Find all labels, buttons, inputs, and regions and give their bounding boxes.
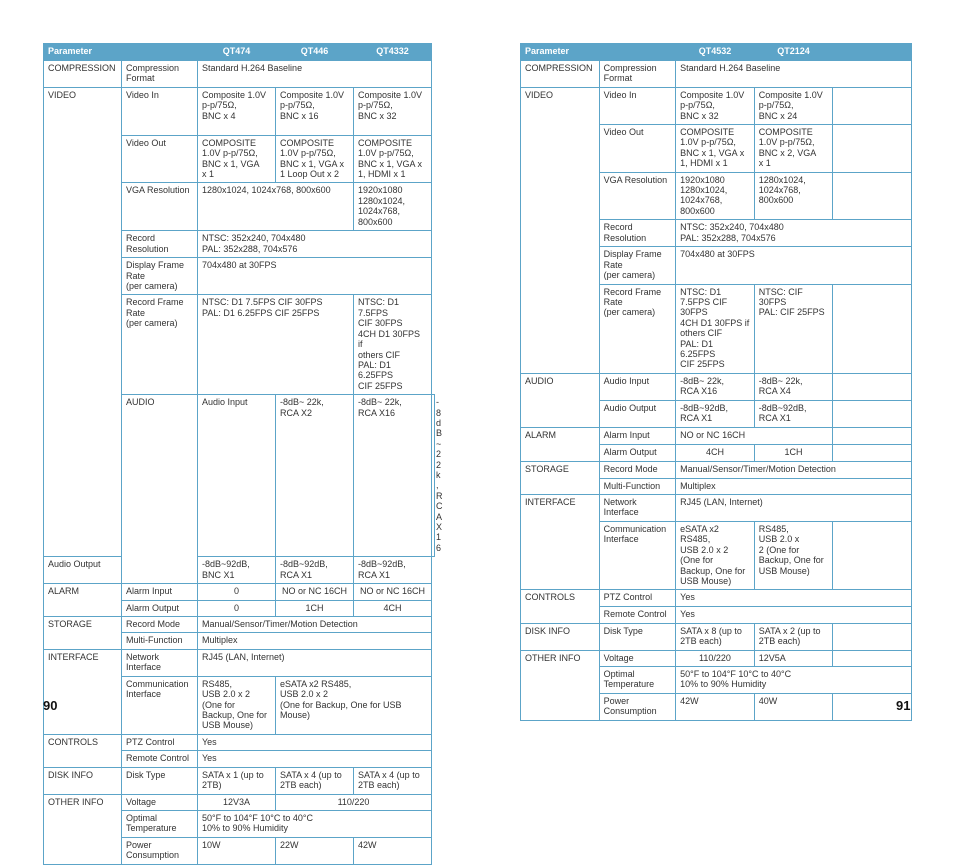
param-name: Record Resolution [599, 220, 676, 247]
table-row [521, 650, 912, 666]
header-model: QT4332 [354, 44, 432, 61]
param-value: Multiplex [198, 633, 432, 649]
param-value: COMPOSITE 1.0V p-p/75Ω, BNC x 1, VGA x 1, HDMI x 1 [354, 135, 432, 183]
param-name: Remote Control [122, 751, 198, 767]
param-name: PTZ Control [599, 590, 676, 606]
param-value: Composite 1.0V p-p/75Ω, BNC x 24 [754, 87, 833, 124]
param-value: -8dB~ 22k, RCA X16 [354, 395, 432, 557]
param-name: Multi-Function [599, 478, 676, 494]
spec-table-left [43, 43, 443, 865]
empty-cell [833, 427, 912, 444]
header-model: QT4532 [676, 44, 755, 61]
table-row [44, 557, 435, 584]
param-value: -8dB~92dB, RCA X1 [354, 557, 432, 584]
param-name: Record Frame Rate (per camera) [599, 284, 676, 373]
spec-table-right [520, 43, 912, 721]
param-value: 110/220 [676, 650, 755, 666]
param-name: Display Frame Rate (per camera) [122, 258, 198, 295]
header-empty [833, 44, 912, 61]
param-value: -8dB~ 22k, RCA X16 [432, 395, 435, 557]
param-name: Audio Input [198, 395, 276, 557]
empty-cell [833, 521, 912, 589]
param-name: Record Resolution [122, 231, 198, 258]
table-row [44, 87, 435, 135]
param-value: SATA x 4 (up to 2TB each) [276, 767, 354, 794]
param-value: NTSC: CIF 30FPS PAL: CIF 25FPS [754, 284, 833, 373]
param-name: VGA Resolution [122, 183, 198, 231]
param-value: eSATA x2 RS485, USB 2.0 x 2 (One for Backup, One for USB Mouse) [276, 676, 432, 734]
param-value: Manual/Sensor/Timer/Motion Detection [198, 617, 432, 633]
empty-cell [833, 623, 912, 650]
category-label: AUDIO [122, 395, 198, 584]
page-number: 91 [896, 698, 911, 713]
header-model: QT474 [198, 44, 276, 61]
category-label: AUDIO [521, 373, 600, 427]
table-header-row [44, 44, 435, 61]
param-value: Standard H.264 Baseline [198, 61, 432, 88]
param-name: Video In [599, 87, 676, 124]
param-value: Yes [198, 751, 432, 767]
param-value: NTSC: 352x240, 704x480 PAL: 352x288, 704x576 [198, 231, 432, 258]
param-name: Video In [122, 87, 198, 135]
param-value: 22W [276, 837, 354, 864]
param-name: Record Mode [122, 617, 198, 633]
param-value: COMPOSITE 1.0V p-p/75Ω, BNC x 1, VGA x 1 [198, 135, 276, 183]
header-parameter: Parameter [521, 44, 676, 61]
param-value: SATA x 2 (up to 2TB each) [754, 623, 833, 650]
param-value: 1CH [754, 444, 833, 461]
param-name: Video Out [599, 125, 676, 173]
param-value: 0 [198, 600, 276, 616]
param-value: SATA x 4 (up to 2TB each) [354, 767, 432, 794]
param-value: RS485, USB 2.0 x 2 (One for Backup, One for USB Mouse) [754, 521, 833, 589]
param-value: SATA x 8 (up to 2TB each) [676, 623, 755, 650]
param-value: Yes [676, 606, 912, 623]
param-name: Remote Control [599, 606, 676, 623]
param-value: 50°F to 104°F 10°C to 40°C 10% to 90% Humidity [676, 667, 912, 694]
table-row [521, 623, 912, 650]
table-row [44, 649, 435, 676]
param-name: Video Out [122, 135, 198, 183]
spec-page-left [43, 43, 443, 865]
param-value: 4CH [676, 444, 755, 461]
param-value: -8dB~ 22k, RCA X2 [276, 395, 354, 557]
category-label: OTHER INFO [521, 650, 600, 720]
table-row [44, 61, 435, 88]
table-row [521, 61, 912, 88]
param-value: RJ45 (LAN, Internet) [198, 649, 432, 676]
param-value: NTSC: 352x240, 704x480 PAL: 352x288, 704x576 [676, 220, 912, 247]
param-value: 1280x1024, 1024x768, 800x600 [754, 172, 833, 220]
param-name: Network Interface [599, 494, 676, 521]
param-name: VGA Resolution [599, 172, 676, 220]
param-value: 110/220 [276, 794, 432, 810]
param-value: 1280x1024, 1024x768, 800x600 [198, 183, 354, 231]
empty-cell [833, 125, 912, 173]
param-name: Optimal Temperature [122, 810, 198, 837]
param-name: Alarm Input [122, 584, 198, 600]
category-label: DISK INFO [521, 623, 600, 650]
param-value: -8dB~ 22k, RCA X4 [754, 373, 833, 400]
param-value: 12V5A [754, 650, 833, 666]
param-name: Compression Format [599, 61, 676, 88]
param-name: Communication Interface [122, 676, 198, 734]
param-value: 50°F to 104°F 10°C to 40°C 10% to 90% Humidity [198, 810, 432, 837]
table-row [521, 87, 912, 124]
category-label: VIDEO [44, 87, 122, 556]
category-label: DISK INFO [44, 767, 122, 794]
param-name: Voltage [122, 794, 198, 810]
header-model: QT446 [276, 44, 354, 61]
param-value: COMPOSITE 1.0V p-p/75Ω, BNC x 2, VGA x 1 [754, 125, 833, 173]
param-value: Yes [198, 734, 432, 750]
param-name: Record Frame Rate (per camera) [122, 295, 198, 395]
param-value: Standard H.264 Baseline [676, 61, 912, 88]
category-label: COMPRESSION [44, 61, 122, 88]
param-name: Audio Output [599, 400, 676, 427]
param-name: Network Interface [122, 649, 198, 676]
category-label: INTERFACE [44, 649, 122, 734]
param-name: Alarm Input [599, 427, 676, 444]
param-value: 0 [198, 584, 276, 600]
param-value: 704x480 at 30FPS [198, 258, 432, 295]
param-name: Power Consumption [599, 694, 676, 721]
param-value: 704x480 at 30FPS [676, 247, 912, 284]
param-value: -8dB~92dB, RCA X1 [276, 557, 354, 584]
table-row [44, 734, 435, 750]
header-model: QT2124 [754, 44, 833, 61]
param-name: Audio Input [599, 373, 676, 400]
param-value: Composite 1.0V p-p/75Ω, BNC x 4 [198, 87, 276, 135]
table-row [44, 617, 435, 633]
param-name: Disk Type [599, 623, 676, 650]
param-value: 1920x1080 1280x1024, 1024x768, 800x600 [676, 172, 755, 220]
empty-cell [833, 172, 912, 220]
table-row [521, 461, 912, 478]
category-label: OTHER INFO [44, 794, 122, 864]
param-value: Composite 1.0V p-p/75Ω, BNC x 32 [676, 87, 755, 124]
empty-cell [833, 400, 912, 427]
param-name: Audio Output [44, 557, 122, 584]
param-name: Voltage [599, 650, 676, 666]
param-name: Alarm Output [599, 444, 676, 461]
param-value: eSATA x2 RS485, USB 2.0 x 2 (One for Backup, One for USB Mouse) [676, 521, 755, 589]
param-value: 42W [676, 694, 755, 721]
param-value: Manual/Sensor/Timer/Motion Detection [676, 461, 912, 478]
header-parameter: Parameter [44, 44, 198, 61]
empty-cell [833, 650, 912, 666]
param-value: NTSC: D1 7.5FPS CIF 30FPS PAL: D1 6.25FPS CIF 25FPS [198, 295, 354, 395]
category-label: ALARM [521, 427, 600, 461]
empty-cell [833, 373, 912, 400]
param-value: NO or NC 16CH [676, 427, 833, 444]
spec-page-right [520, 43, 912, 721]
param-name: Alarm Output [122, 600, 198, 616]
category-label: CONTROLS [521, 590, 600, 623]
param-value: 1CH [276, 600, 354, 616]
param-name: Disk Type [122, 767, 198, 794]
table-row [521, 590, 912, 606]
param-value: COMPOSITE 1.0V p-p/75Ω, BNC x 1, VGA x 1 Loop Out x 2 [276, 135, 354, 183]
table-row [521, 373, 912, 400]
table-row [44, 767, 435, 794]
page-number: 90 [43, 698, 58, 713]
param-value: 10W [198, 837, 276, 864]
table-row [44, 794, 435, 810]
param-value: NTSC: D1 7.5FPS CIF 30FPS 4CH D1 30FPS if others CIF PAL: D1 6.25FPS CIF 25FPS [676, 284, 755, 373]
category-label: INTERFACE [521, 494, 600, 589]
param-value: NO or NC 16CH [354, 584, 432, 600]
param-value: Composite 1.0V p-p/75Ω, BNC x 32 [354, 87, 432, 135]
param-value: 4CH [354, 600, 432, 616]
param-value: 12V3A [198, 794, 276, 810]
param-name: Communication Interface [599, 521, 676, 589]
category-label: ALARM [44, 584, 122, 617]
param-value: 42W [354, 837, 432, 864]
param-value: NTSC: D1 7.5FPS CIF 30FPS 4CH D1 30FPS if others CIF PAL: D1 6.25FPS CIF 25FPS [354, 295, 432, 395]
category-label: VIDEO [521, 87, 600, 373]
category-label: CONTROLS [44, 734, 122, 767]
param-value: Multiplex [676, 478, 912, 494]
param-value: -8dB~ 22k, RCA X16 [676, 373, 755, 400]
param-value: RS485, USB 2.0 x 2 (One for Backup, One for USB Mouse) [198, 676, 276, 734]
param-value: Yes [676, 590, 912, 606]
empty-cell [833, 284, 912, 373]
param-value: -8dB~92dB, RCA X1 [676, 400, 755, 427]
param-value: RJ45 (LAN, Internet) [676, 494, 912, 521]
table-row [521, 494, 912, 521]
param-name: Display Frame Rate (per camera) [599, 247, 676, 284]
category-label: COMPRESSION [521, 61, 600, 88]
param-value: 40W [754, 694, 833, 721]
param-value: COMPOSITE 1.0V p-p/75Ω, BNC x 1, VGA x 1, HDMI x 1 [676, 125, 755, 173]
table-row [44, 584, 435, 600]
param-name: Multi-Function [122, 633, 198, 649]
param-name: Optimal Temperature [599, 667, 676, 694]
param-value: Composite 1.0V p-p/75Ω, BNC x 16 [276, 87, 354, 135]
param-name: Record Mode [599, 461, 676, 478]
param-value: -8dB~92dB, RCA X1 [754, 400, 833, 427]
param-value: -8dB~92dB, BNC X1 [198, 557, 276, 584]
empty-cell [833, 87, 912, 124]
param-value: 1920x1080 1280x1024, 1024x768, 800x600 [354, 183, 432, 231]
table-header-row [521, 44, 912, 61]
param-name: Power Consumption [122, 837, 198, 864]
param-name: Compression Format [122, 61, 198, 88]
table-row [521, 427, 912, 444]
category-label: STORAGE [44, 617, 122, 650]
empty-cell [833, 444, 912, 461]
param-value: SATA x 1 (up to 2TB) [198, 767, 276, 794]
category-label: STORAGE [521, 461, 600, 494]
param-value: NO or NC 16CH [276, 584, 354, 600]
param-name: PTZ Control [122, 734, 198, 750]
